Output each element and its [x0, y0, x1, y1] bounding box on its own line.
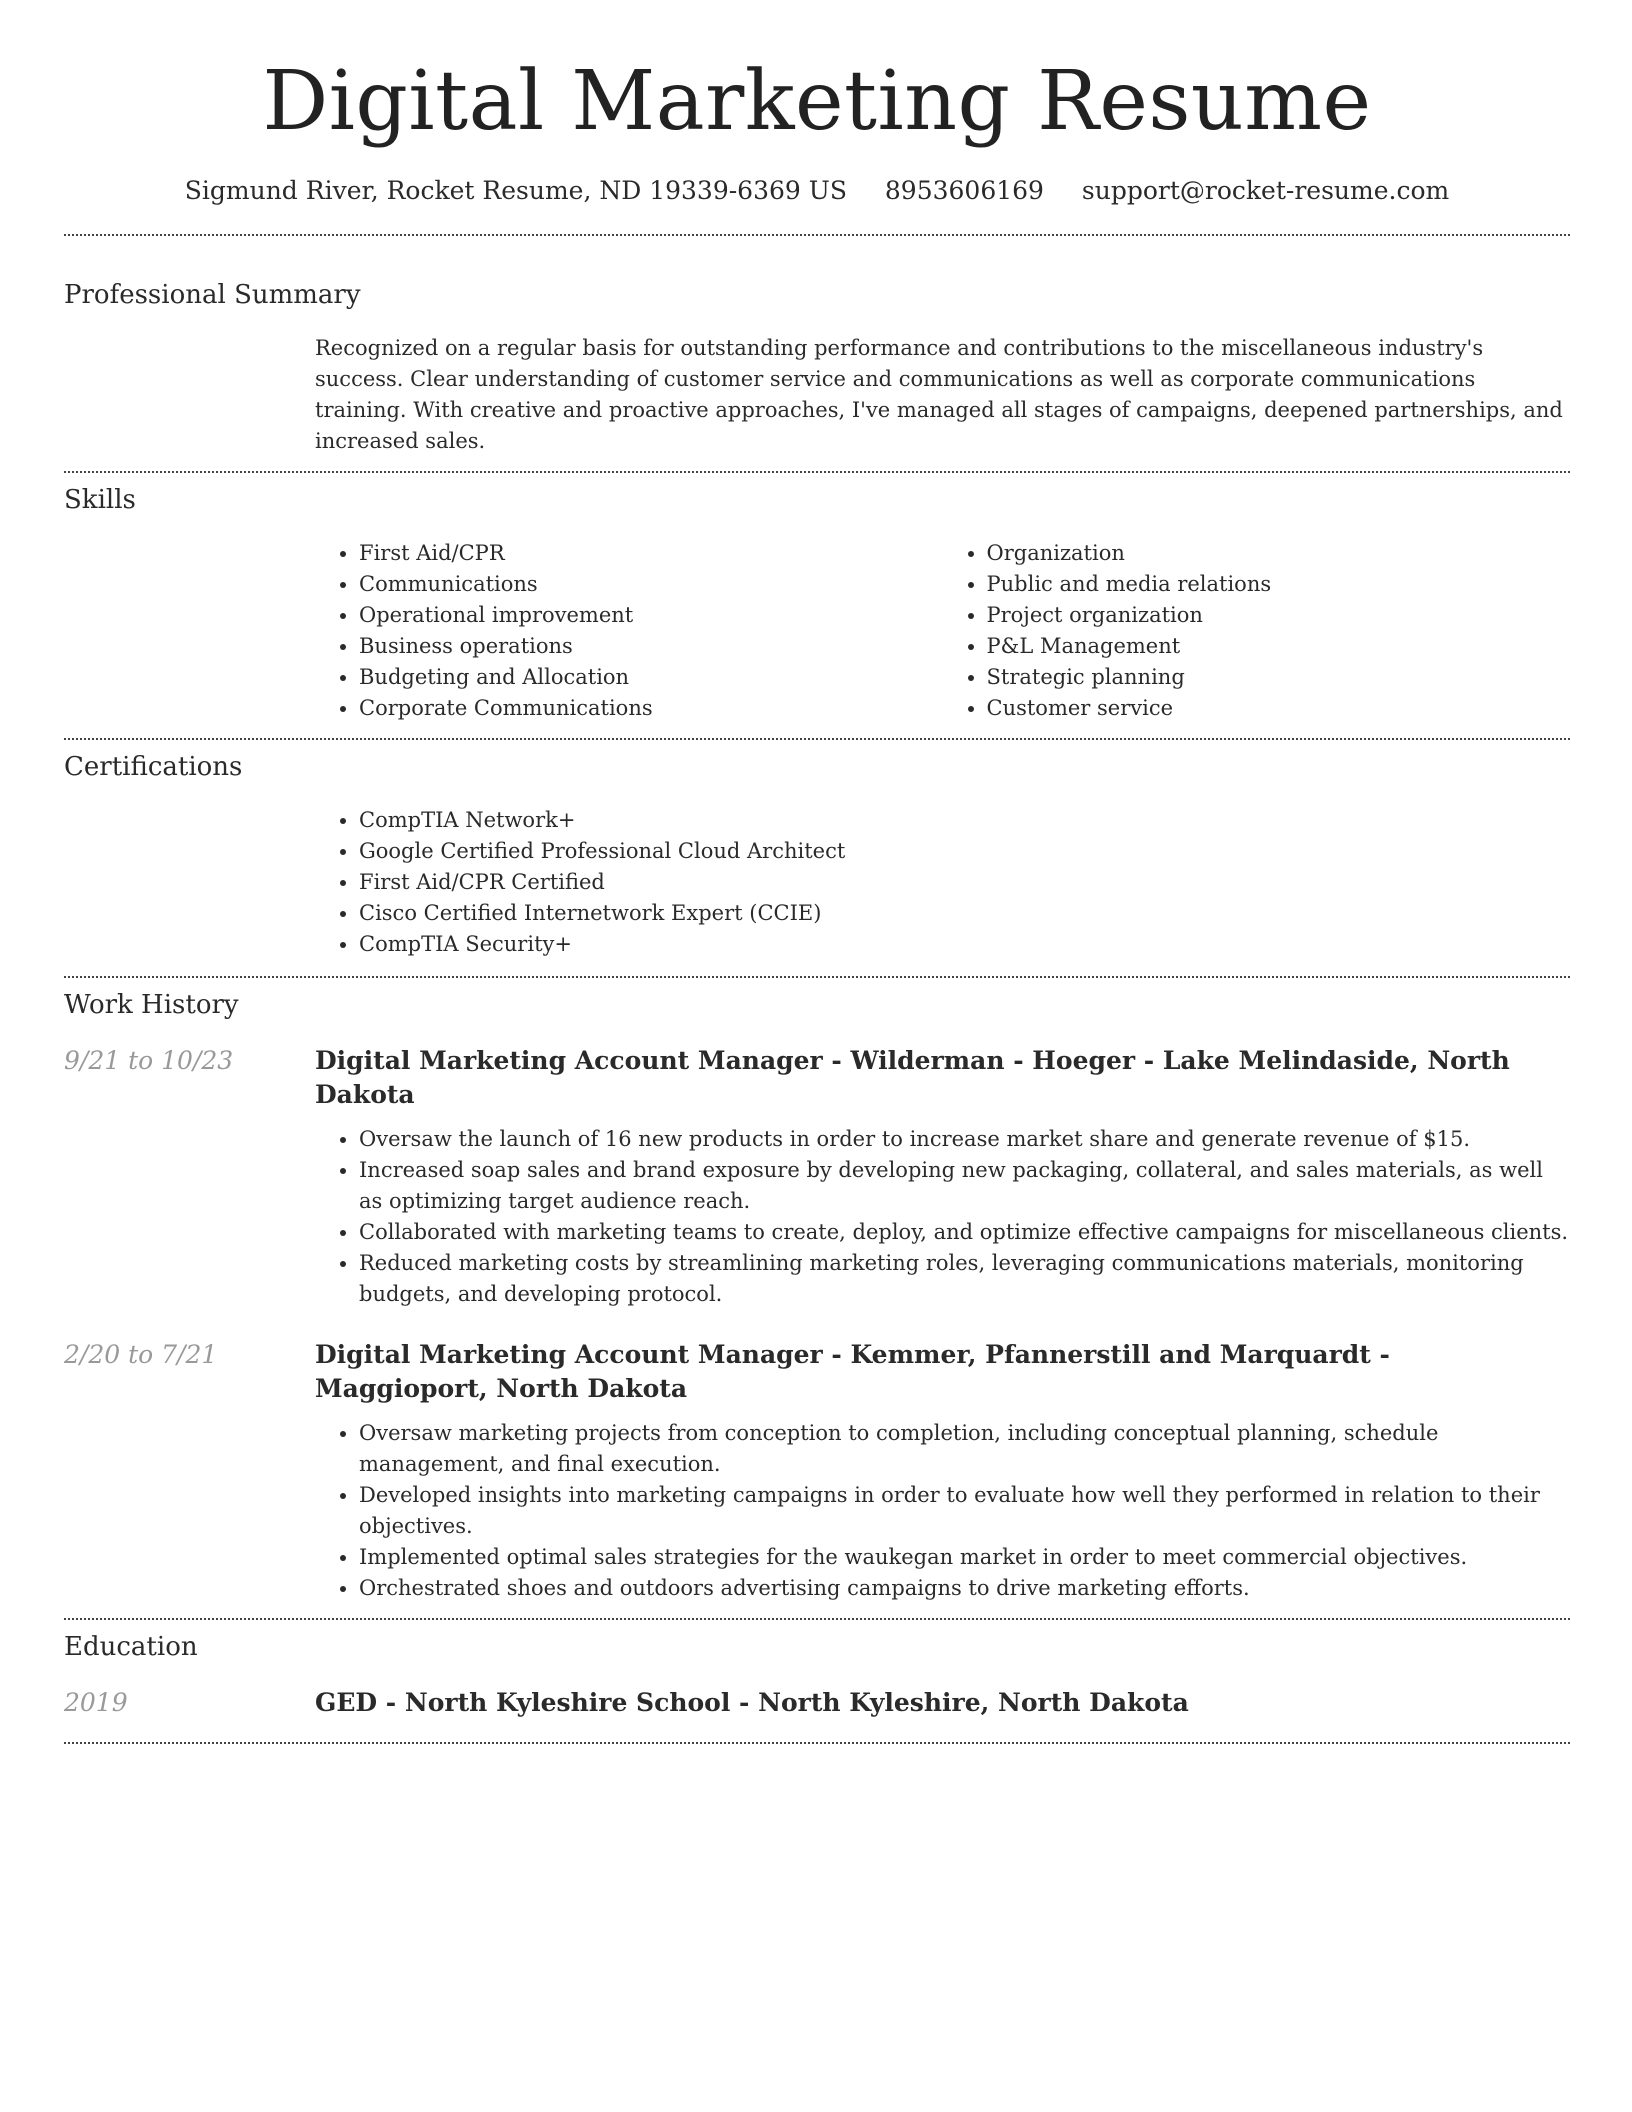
summary-section: [64, 278, 1570, 457]
skill-item: • Corporate Communications: [359, 693, 943, 724]
work-section: [64, 988, 1570, 1604]
job-bullet: • Oversaw the launch of 16 new products in order to increase market share and generate revenue of $15.: [359, 1124, 1570, 1155]
job-bullet: • Implemented optimal sales strategies for the waukegan market in order to meet commercial objectives.: [359, 1542, 1570, 1573]
contact-line: [64, 174, 1570, 208]
job-date: 2/20 to 7/21: [64, 1340, 218, 1369]
certification-item: • Google Certified Professional Cloud Architect: [359, 836, 1570, 867]
contact-address: Sigmund River, Rocket Resume, ND 19339-6369 US: [184, 176, 847, 205]
certification-item: • Cisco Certified Internetwork Expert (CCIE): [359, 898, 1570, 929]
section-heading-work: Work History: [64, 990, 239, 1020]
skills-section: [64, 483, 1570, 724]
job-bullet: • Developed insights into marketing campaigns in order to evaluate how well they performed in relation to their objectives.: [359, 1480, 1570, 1542]
skill-item: • Communications: [359, 569, 943, 600]
certification-item: • First Aid/CPR Certified: [359, 867, 1570, 898]
divider: [64, 234, 1570, 236]
certification-item: • CompTIA Network+: [359, 805, 1570, 836]
skills-list-left: [315, 538, 943, 724]
certification-item: • CompTIA Security+: [359, 929, 1570, 960]
job-title: Digital Marketing Account Manager - Kemmer, Pfannerstill and Marquardt - Maggioport, North Dakota: [315, 1340, 1390, 1403]
skill-item: • Customer service: [987, 693, 1571, 724]
divider: [64, 471, 1570, 473]
section-heading-skills: Skills: [64, 485, 136, 515]
certifications-list: [315, 805, 1570, 960]
divider: [64, 738, 1570, 740]
skill-item: • Business operations: [359, 631, 943, 662]
job-entry: [64, 1044, 1570, 1310]
section-heading-certifications: Certifications: [64, 752, 243, 782]
job-bullets: [315, 1124, 1570, 1310]
resume-title: Digital Marketing Resume: [262, 54, 1372, 149]
skill-item: • Public and media relations: [987, 569, 1571, 600]
education-date: 2019: [64, 1688, 128, 1717]
job-bullet: • Reduced marketing costs by streamlining marketing roles, leveraging communications materials, monitoring budgets, and developing protocol.: [359, 1248, 1570, 1310]
section-heading-summary: Professional Summary: [64, 280, 361, 310]
skill-item: • Organization: [987, 538, 1571, 569]
job-date: 9/21 to 10/23: [64, 1046, 234, 1075]
job-bullet: • Orchestrated shoes and outdoors advertising campaigns to drive marketing efforts.: [359, 1573, 1570, 1604]
resume-page: [64, 0, 1570, 1744]
skill-item: • Strategic planning: [987, 662, 1571, 693]
education-entry: [64, 1686, 1570, 1720]
job-bullets: [315, 1418, 1570, 1604]
skill-item: • Operational improvement: [359, 600, 943, 631]
job-bullet: • Collaborated with marketing teams to create, deploy, and optimize effective campaigns for miscellaneous clients.: [359, 1217, 1570, 1248]
skill-item: • First Aid/CPR: [359, 538, 943, 569]
contact-phone: 8953606169: [884, 176, 1044, 205]
certifications-section: [64, 750, 1570, 960]
skill-item: • Project organization: [987, 600, 1571, 631]
education-title: GED - North Kyleshire School - North Kyleshire, North Dakota: [315, 1688, 1189, 1717]
job-bullet: • Increased soap sales and brand exposure by developing new packaging, collateral, and sales materials, as well as optimizing target audience reach.: [359, 1155, 1570, 1217]
education-section: [64, 1630, 1570, 1720]
divider: [64, 976, 1570, 978]
skills-list-right: [943, 538, 1571, 724]
section-heading-education: Education: [64, 1632, 198, 1662]
contact-email: support@rocket-resume.com: [1081, 176, 1450, 205]
summary-text: Recognized on a regular basis for outstanding performance and contributions to the miscellaneous industry's success. Clear understanding of customer service and communications as well as corporate communications training. With creative and proactive approaches, I've managed all stages of campaigns, deepened partnerships, and increased sales.: [315, 336, 1563, 453]
skill-item: • Budgeting and Allocation: [359, 662, 943, 693]
job-entry: [64, 1338, 1570, 1604]
divider: [64, 1742, 1570, 1744]
job-bullet: • Oversaw marketing projects from conception to completion, including conceptual planning, schedule management, and final execution.: [359, 1418, 1570, 1480]
divider: [64, 1618, 1570, 1620]
job-title: Digital Marketing Account Manager - Wilderman - Hoeger - Lake Melindaside, North Dakota: [315, 1046, 1510, 1109]
skill-item: • P&L Management: [987, 631, 1571, 662]
